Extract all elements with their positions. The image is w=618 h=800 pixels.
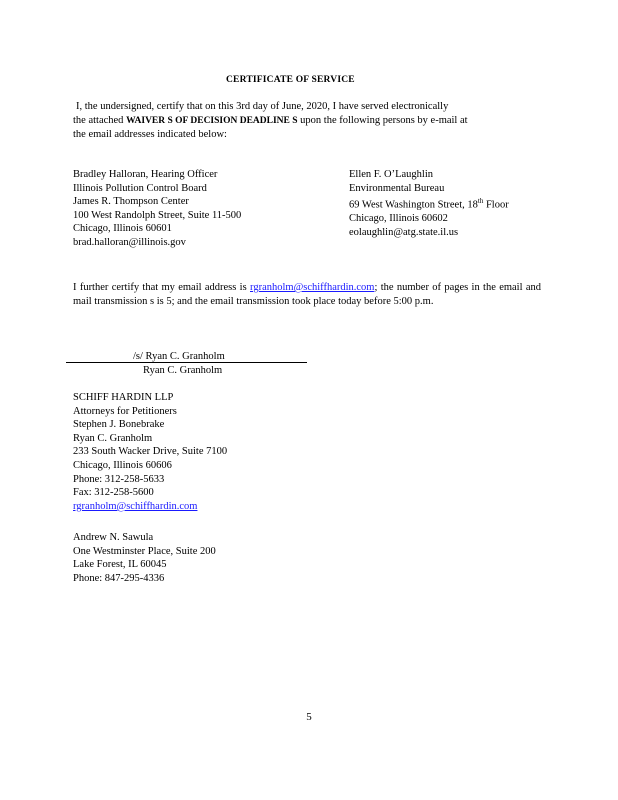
second-contact-phone: Phone: 847-295-4336 <box>73 572 165 584</box>
firm-attorney-1: Stephen J. Bonebrake <box>73 419 165 431</box>
recipient-left-email: brad.halloran@illinois.gov <box>73 236 186 248</box>
recipient-right <box>349 168 509 239</box>
recipient-left-name: Bradley Halloran, Hearing Officer <box>73 169 218 180</box>
firm-email-link[interactable]: rgranholm@schiffhardin.com <box>73 500 198 512</box>
second-contact-block <box>73 531 216 585</box>
recipient-right-street-main: 69 West Washington Street, 18 <box>349 199 478 211</box>
recipient-right-org: Environmental Bureau <box>349 182 445 194</box>
certify-pre: I further certify that my email address is <box>73 282 251 293</box>
document-name: WAIVER S OF DECISION DEADLINE S <box>126 116 298 126</box>
page-title: CERTIFICATE OF SERVICE <box>226 75 355 85</box>
signature-line <box>66 362 307 363</box>
firm-block <box>73 391 227 513</box>
intro-paragraph <box>73 100 541 142</box>
recipient-right-street-sup: th <box>477 197 484 206</box>
recipient-left-org: Illinois Pollution Control Board <box>73 182 207 194</box>
intro-line-2-post: upon the following persons by e-mail at <box>297 115 468 126</box>
signature-printed: Ryan C. Granholm <box>143 365 223 376</box>
certify-post: ; the number of pages in the email and mail transmission s is 5; and the email transmission took place today before 5:00 p.m. <box>73 282 541 307</box>
page-number: 5 <box>306 711 312 723</box>
second-contact-city: Lake Forest, IL 60045 <box>73 559 167 571</box>
firm-role: Attorneys for Petitioners <box>73 405 177 417</box>
firm-attorney-2: Ryan C. Granholm <box>73 432 153 444</box>
firm-phone: Phone: 312-258-5633 <box>73 473 165 485</box>
certify-paragraph <box>73 281 541 309</box>
firm-fax: Fax: 312-258-5600 <box>73 487 154 499</box>
recipient-right-city: Chicago, Illinois 60602 <box>349 213 448 225</box>
recipient-right-street <box>349 195 509 212</box>
second-contact-name: Andrew N. Sawula <box>73 532 154 543</box>
recipient-left-street: 100 West Randolph Street, Suite 11-500 <box>73 209 242 221</box>
firm-street: 233 South Wacker Drive, Suite 7100 <box>73 446 228 458</box>
signature-signed: /s/ Ryan C. Granholm <box>133 351 225 362</box>
intro-line-2-pre: the attached <box>73 115 127 126</box>
recipient-left <box>73 168 241 250</box>
intro-line-3: the email addresses indicated below: <box>73 129 227 140</box>
recipient-right-street-floor: Floor <box>483 199 509 211</box>
certify-email-link[interactable]: rgranholm@schiffhardin.com <box>250 282 375 293</box>
firm-city: Chicago, Illinois 60606 <box>73 459 172 471</box>
recipient-right-name: Ellen F. O’Laughlin <box>349 169 434 180</box>
intro-line-2 <box>73 114 541 128</box>
recipient-left-city: Chicago, Illinois 60601 <box>73 223 172 235</box>
second-contact-street: One Westminster Place, Suite 200 <box>73 545 216 557</box>
intro-line-1: I, the undersigned, certify that on this 3rd day of June, 2020, I have served electronically <box>76 101 449 112</box>
recipient-left-building: James R. Thompson Center <box>73 196 189 208</box>
firm-name: SCHIFF HARDIN LLP <box>73 392 174 403</box>
recipient-right-email: eolaughlin@atg.state.il.us <box>349 226 459 238</box>
